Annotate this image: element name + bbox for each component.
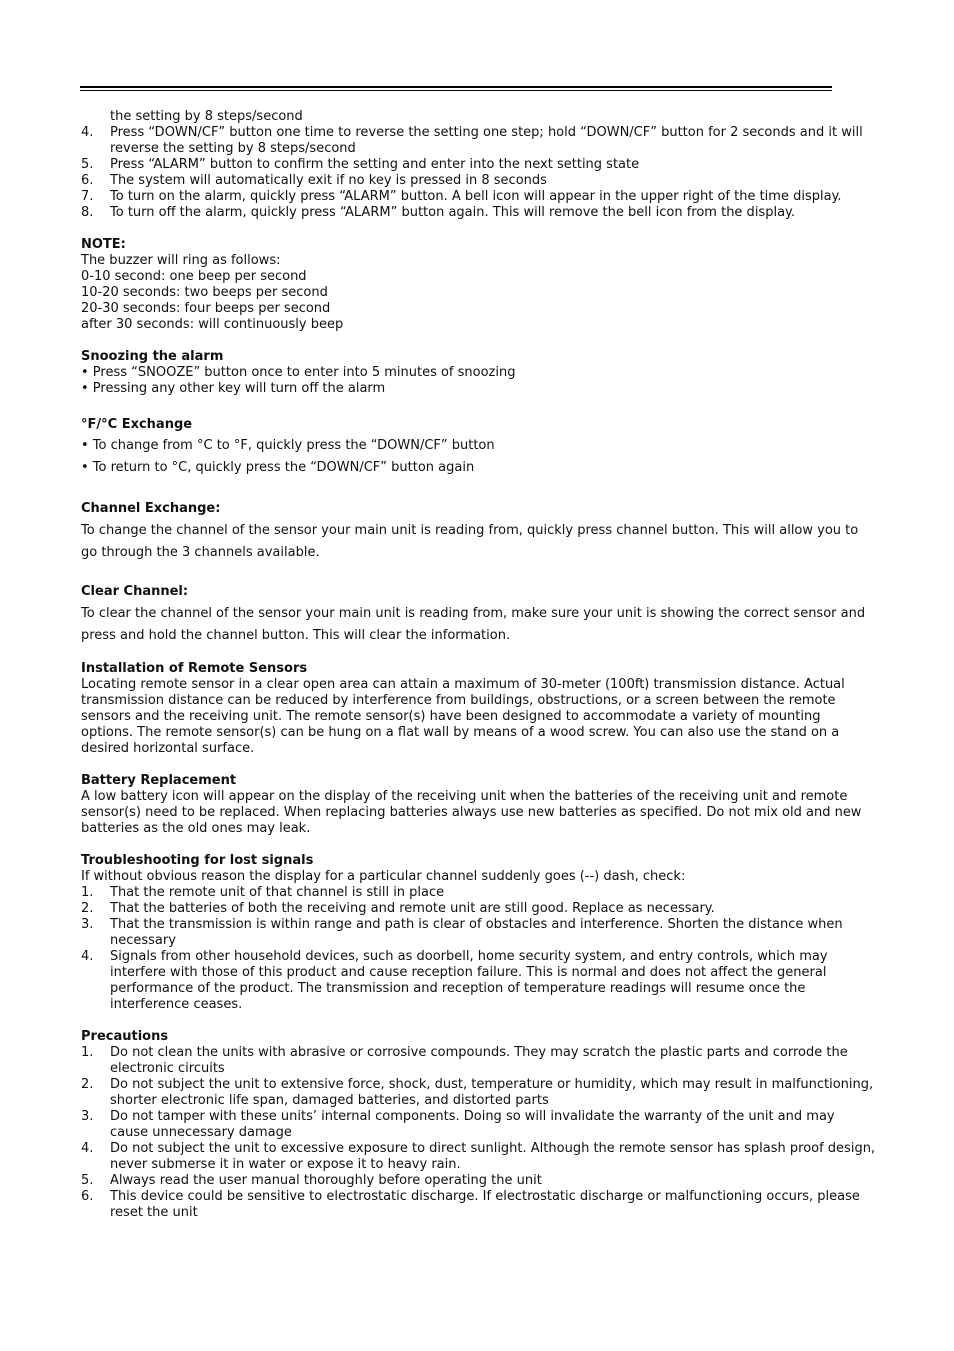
battery-text: A low battery icon will appear on the display of the receiving unit when the batteries of the receiving unit and remote sensor(s) need to be replaced. When replacing batteries always use new batteries as specified. Do not mix old and new batteries as the old ones may leak. [81, 789, 862, 836]
fc-section [81, 417, 876, 479]
note-line: after 30 seconds: will continuously beep [81, 317, 344, 332]
troubleshooting-heading: Troubleshooting for lost signals [81, 853, 314, 868]
channel-exchange-section [81, 501, 876, 564]
precautions-section [81, 1029, 876, 1221]
item-text: Do not tamper with these units’ internal components. Doing so will invalidate the warranty of the unit and may cause unnecessary damage [110, 1109, 835, 1140]
list-item [81, 173, 876, 189]
clear-channel-section [81, 584, 876, 647]
item-number: 4. [81, 1141, 94, 1156]
installation-text: Locating remote sensor in a clear open area can attain a maximum of 30-meter (100ft) transmission distance. Actual transmission distance can be reduced by interference from buildings, obstructions, or a screen between the remote sensors and the receiving unit. The remote sensor(s) have been designed to accommodate a variety of mounting options. The remote sensor(s) can be hung on a flat wall by means of a wood screw. You can also use the stand on a desired horizontal surface. [81, 677, 845, 756]
item-text: Do not subject the unit to excessive exposure to direct sunlight. Although the remote sensor has splash proof design, never submerse it in water or expose it to heavy rain. [110, 1141, 876, 1172]
item-text: Do not subject the unit to extensive force, shock, dust, temperature or humidity, which may result in malfunctioning, shorter electronic life span, damaged batteries, and distorted parts [110, 1077, 874, 1108]
item-number: 2. [81, 1077, 94, 1092]
list-item [81, 125, 876, 157]
note-line: 10-20 seconds: two beeps per second [81, 285, 328, 300]
note-section [81, 237, 876, 333]
list-item [81, 1077, 876, 1109]
list-item [81, 1045, 876, 1077]
item-number: 4. [81, 125, 94, 140]
item-text: Press “DOWN/CF” button one time to reverse the setting one step; hold “DOWN/CF” button for 2 seconds and it will reverse the setting by 8 steps/second [110, 125, 863, 156]
item-number: 4. [81, 949, 94, 964]
item-text: To turn off the alarm, quickly press “ALARM” button again. This will remove the bell icon from the display. [110, 205, 796, 220]
channel-exchange-heading: Channel Exchange: [81, 501, 221, 516]
item-number: 7. [81, 189, 94, 204]
item-text: Do not clean the units with abrasive or corrosive compounds. They may scratch the plastic parts and corrode the electronic circuits [110, 1045, 848, 1076]
clear-channel-heading: Clear Channel: [81, 584, 189, 599]
bullet-item: • To return to °C, quickly press the “DOWN/CF” button again [81, 460, 475, 475]
note-heading: NOTE: [81, 237, 126, 252]
item-number: 5. [81, 157, 94, 172]
installation-heading: Installation of Remote Sensors [81, 661, 308, 676]
precautions-heading: Precautions [81, 1029, 169, 1044]
item-text: This device could be sensitive to electrostatic discharge. If electrostatic discharge or malfunctioning occurs, please reset the unit [110, 1189, 860, 1220]
item-number: 6. [81, 173, 94, 188]
list-item [81, 157, 876, 173]
item-number: 5. [81, 1173, 94, 1188]
list-item [81, 885, 876, 901]
snooze-heading: Snoozing the alarm [81, 349, 224, 364]
item-text: That the transmission is within range and path is clear of obstacles and interference. Shorten the distance when necessary [110, 917, 843, 948]
item-number: 6. [81, 1189, 94, 1204]
bullet-item: • Press “SNOOZE” button once to enter into 5 minutes of snoozing [81, 365, 516, 380]
item-number: 1. [81, 885, 94, 900]
battery-section [81, 773, 876, 837]
list-item [81, 1109, 876, 1141]
item-text: Signals from other household devices, such as doorbell, home security system, and entry controls, which may interfere with those of this product and cause reception failure. This is normal and does not affect the general performance of the product. The transmission and reception of temperature readings will resume once the interference ceases. [110, 949, 828, 1012]
list-item [81, 1173, 876, 1189]
list-item [81, 189, 876, 205]
item-text: Always read the user manual thoroughly before operating the unit [110, 1173, 542, 1188]
item-number: 3. [81, 1109, 94, 1124]
channel-exchange-text: To change the channel of the sensor your main unit is reading from, quickly press channel button. This will allow you to go through the 3 channels available. [81, 523, 859, 560]
list-item [81, 949, 876, 1013]
item-text: To turn on the alarm, quickly press “ALARM” button. A bell icon will appear in the upper right of the time display. [110, 189, 842, 204]
header-rule [80, 86, 832, 88]
alarm-steps-list [81, 125, 876, 221]
item-number: 1. [81, 1045, 94, 1060]
clear-channel-text: To clear the channel of the sensor your main unit is reading from, make sure your unit is showing the correct sensor and press and hold the channel button. This will clear the information. [81, 606, 866, 643]
fc-heading: °F/°C Exchange [81, 417, 193, 432]
troubleshooting-intro: If without obvious reason the display for a particular channel suddenly goes (--) dash, check: [81, 869, 686, 884]
bullet-item: • Pressing any other key will turn off the alarm [81, 381, 386, 396]
header-rule-thin [80, 90, 832, 91]
note-line: The buzzer will ring as follows: [81, 253, 281, 268]
list-item [81, 1141, 876, 1173]
snooze-section [81, 349, 876, 397]
list-item [81, 901, 876, 917]
list-item [81, 1189, 876, 1221]
item-text: The system will automatically exit if no key is pressed in 8 seconds [110, 173, 547, 188]
item-number: 3. [81, 917, 94, 932]
troubleshooting-section [81, 853, 876, 1013]
installation-section [81, 661, 876, 757]
intro-continuation: the setting by 8 steps/second [110, 109, 303, 124]
note-line: 0-10 second: one beep per second [81, 269, 307, 284]
item-text: That the batteries of both the receiving and remote unit are still good. Replace as necessary. [110, 901, 715, 916]
list-item [81, 917, 876, 949]
manual-page [81, 109, 876, 1221]
item-text: Press “ALARM” button to confirm the setting and enter into the next setting state [110, 157, 640, 172]
item-text: That the remote unit of that channel is still in place [110, 885, 445, 900]
item-number: 8. [81, 205, 94, 220]
note-line: 20-30 seconds: four beeps per second [81, 301, 331, 316]
item-number: 2. [81, 901, 94, 916]
bullet-item: • To change from °C to °F, quickly press the “DOWN/CF” button [81, 438, 495, 453]
list-item [81, 205, 876, 221]
battery-heading: Battery Replacement [81, 773, 237, 788]
